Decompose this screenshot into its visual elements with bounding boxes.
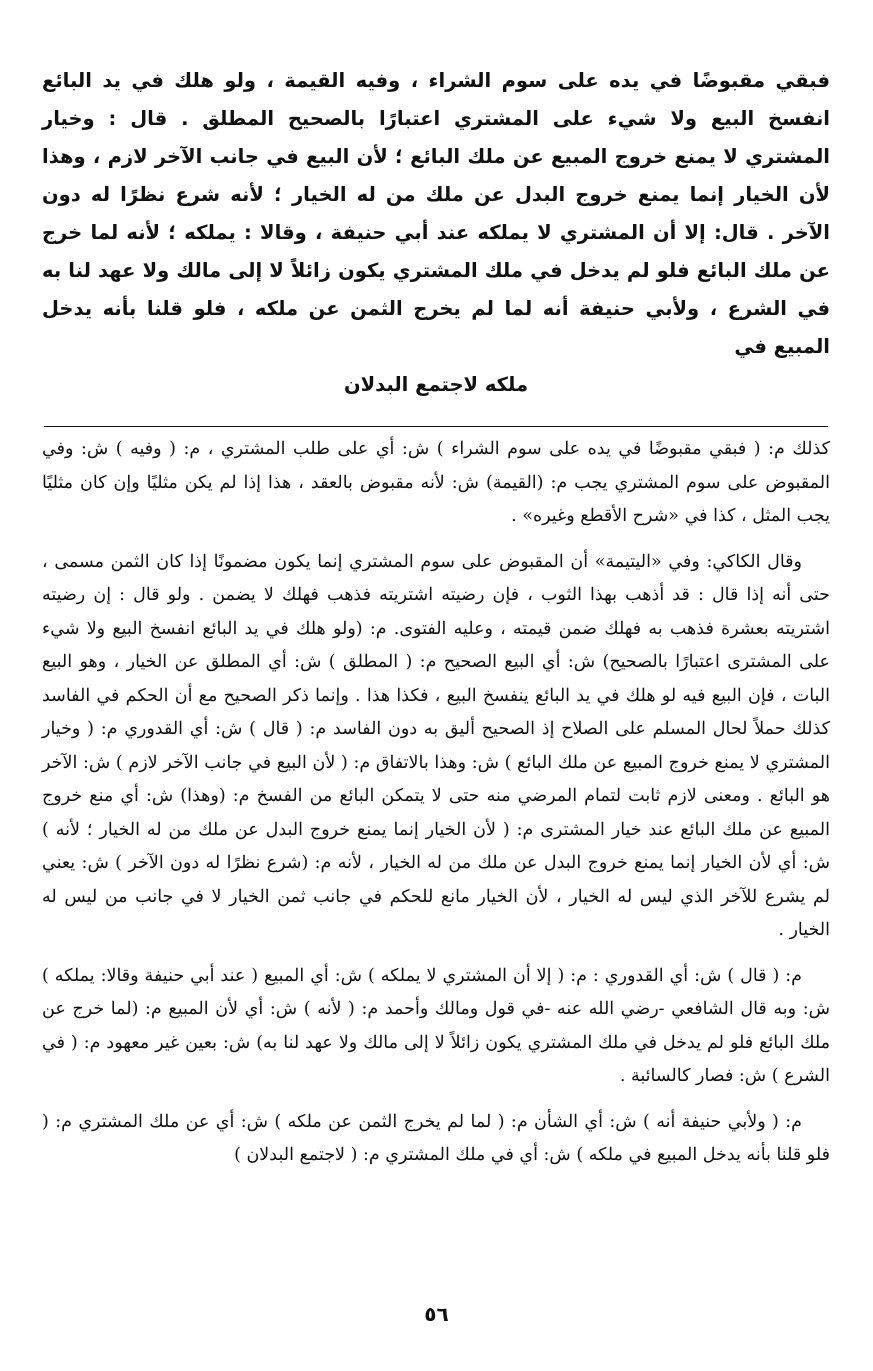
commentary-paragraph: كذلك م: ( فبقي مقبوضًا في يده على سوم الشراء ) ش: أي على طلب المشتري ، م: ( وفيه ) ش: وفي المقبوض على سوم المشتري يجب م: (القيمة) ش: لأنه مقبوض بالعقد ، هذا إذا لم يكن مثليًا وإن كان مثليًا يجب المثل ، كذا في «شرح الأقطع وغيره» . <box>42 439 830 526</box>
main-text-body: فبقي مقبوضًا في يده على سوم الشراء ، وفيه القيمة ، ولو هلك في يد البائع انفسخ البيع ولا شيء على المشتري اعتبارًا بالصحيح المطلق . قال : وخيار المشتري لا يمنع خروج المبيع عن ملك البائع ؛ لأن البيع في جانب الآخر لازم ، وهذا لأن الخيار إنما يمنع خروج البدل عن ملك من له الخيار ؛ لأنه شرع نظرًا له دون الآخر . قال: إلا أن المشتري لا يملكه عند أبي حنيفة ، وقالا : يملكه ؛ لأنه لما خرج عن ملك البائع فلو لم يدخل في ملك المشتري يكون زائلاً لا إلى مالك ولا عهد لنا به في الشرع ، ولأبي حنيفة أنه لما لم يخرج الثمن عن ملكه ، فلو قلنا بأنه يدخل المبيع في <box>42 69 830 358</box>
book-page <box>36 62 836 1185</box>
main-text-block <box>36 62 836 404</box>
commentary-paragraph: م: ( ولأبي حنيفة أنه ) ش: أي الشأن م: ( لما لم يخرج الثمن عن ملكه ) ش: أي عن ملك المشتري م: ( فلو قلنا بأنه يدخل المبيع في ملكه ) ش: أي في ملك المشتري م: ( لاجتمع البدلان ) <box>42 1111 830 1165</box>
main-text-last-line: ملكه لاجتمع البدلان <box>343 373 529 396</box>
commentary-paragraph: وقال الكاكي: وفي «اليتيمة» أن المقبوض على سوم المشتري إنما يكون مضمونًا إذا كان الثمن مسمى ، حتى أنه إذا قال : قد أذهب بهذا الثوب ، فإن رضيته اشتريته فذهب فهلك لا يضمن . ولو قال : إن رضيته اشتريته بعشرة فذهب به فهلك ضمن قيمته ، وعليه الفتوى. م: (ولو هلك في يد البائع انفسخ البيع ولا شيء على المشترى اعتبارًا بالصحيح) ش: أي البيع الصحيح م: ( المطلق ) ش: أي المطلق عن الخيار ، وهو البيع البات ، فإن البيع فيه لو هلك في يد البائع ينفسخ البيع ، فكذا هذا . وإنما ذكر الصحيح مع أن الحكم في الفاسد كذلك حملاً لحال المسلم على الصلاح إذ الصحيح أليق به دون الفاسد م: ( قال ) ش: أي القدوري م: ( وخيار المشتري لا يمنع خروج المبيع عن ملك البائع ) ش: وهذا بالاتفاق م: ( لأن البيع في جانب الآخر لازم ) ش: الآخر هو البائع . ومعنى لازم ثابت لتمام المرضي منه حتى لا يتمكن البائع من الفسخ م: (وهذا) ش: أي منع خروج المبيع عن ملك البائع عند خيار المشترى م: ( لأن الخيار إنما يمنع خروج البدل عن ملك من له الخيار ؛ لأنه ) ش: أي لأن الخيار إنما يمنع خروج البدل عن ملك من له الخيار ، لأنه م: (شرع نظرًا له دون الآخر ) ش: يعني لم يشرع للآخر الذي ليس له الخيار ، لأن الخيار مانع للحكم في جانب ثمن الخيار لا في جانب من ليس له الخيار . <box>42 551 830 940</box>
separator-rule <box>44 426 828 427</box>
commentary-paragraph: م: ( قال ) ش: أي القدوري : م: ( إلا أن المشتري لا يملكه ) ش: أي المبيع ( عند أبي حنيفة وقالا: يملكه ) ش: وبه قال الشافعي -رضي الله عنه -في قول ومالك وأحمد م: ( لأنه ) ش: أي لأن المبيع م: (لما خرج عن ملك البائع فلو لم يدخل في ملك المشتري يكون زائلاً لا إلى مالك ولا عهد لنا به) ش: بعين غير معهود م: ( في الشرع ) ش: فصار كالسائبة . <box>42 965 830 1086</box>
commentary-block <box>36 433 836 1173</box>
page-number: ٥٦ <box>424 1302 449 1326</box>
